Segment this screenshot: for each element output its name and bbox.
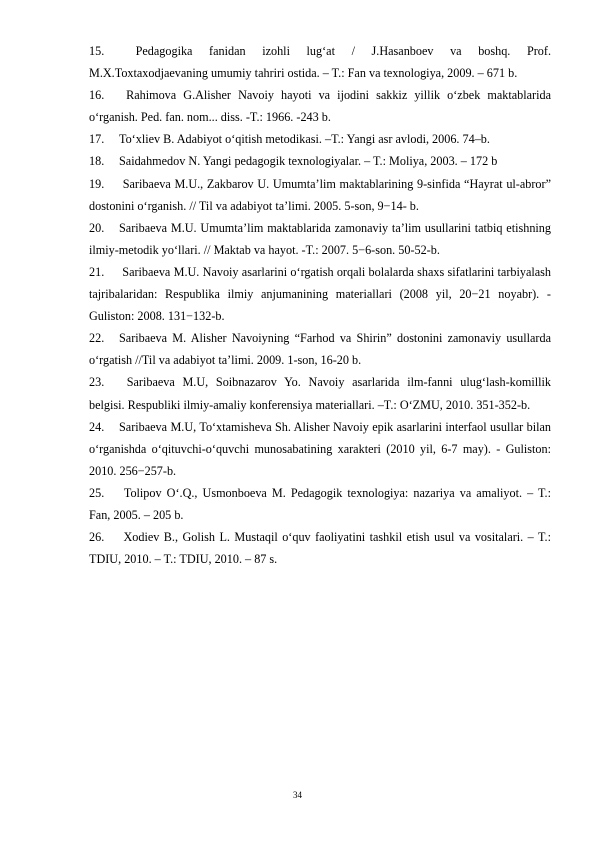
reference-text: Saribaeva M.U. Navoiy asarlarini o‘rgatish orqali bolalarda shaxs sifatlarini tarbiyalash tajribalaridan: Respublika ilmiy anjumanining materiallari (2008 yil, 20−21 noyabr). - Guliston: 2008. 131−132-b. <box>89 264 551 324</box>
reference-item <box>89 84 551 128</box>
reference-number: 22. <box>89 331 105 346</box>
reference-item <box>89 526 551 570</box>
reference-number: 19. <box>89 176 105 191</box>
reference-text: Saribaeva M.U. Umumta’lim maktablarida zamonaviy ta’lim usullarini tatbiq etishning ilmiy-metodik yo‘llari. // Maktab va hayot. -T.: 2007. 5−6-son. 50-52-b. <box>89 220 551 257</box>
reference-number: 18. <box>89 154 105 169</box>
reference-text: Saribaeva M.U, To‘xtamisheva Sh. Alisher Navoiy epik asarlarini interfaol usullar bilan o‘rganishda o‘qituvchi-o‘quvchi munosabatining xarakteri (2010 yil, 6-7 may). - Guliston: 2010. 256−257-b. <box>89 419 551 478</box>
reference-item <box>89 416 551 482</box>
reference-number: 23. <box>89 375 105 390</box>
reference-text: Saribaeva M.U, Soibnazarov Yo. Navoiy asarlarida ilm-fanni ulug‘lash-komillik belgisi. Respubliki ilmiy-amaliy konferensiya materiallari. –T.: O‘ZMU, 2010. 351-352-b. <box>89 375 551 412</box>
reference-item <box>89 371 551 415</box>
reference-text: Xodiev B., Golish L. Mustaqil o‘quv faoliyatini tashkil etish usul va vositalari. – T.: TDIU, 2010. – T.: TDIU, 2010. – 87 s. <box>89 530 551 567</box>
reference-text: Pedagogika fanidan izohli lug‘at / J.Hasanboev va boshq. Prof. M.X.Toxtaxodjaevaning umumiy tahriri ostida. – T.: Fan va texnologiya, 2009. – 671 b. <box>89 44 551 81</box>
reference-item <box>89 217 551 261</box>
reference-item <box>89 40 551 84</box>
references-list <box>89 40 551 570</box>
page-number: 34 <box>293 790 302 800</box>
reference-number: 21. <box>89 264 105 279</box>
reference-number: 25. <box>89 485 105 500</box>
reference-item <box>89 173 551 217</box>
reference-item <box>89 327 551 371</box>
reference-number: 16. <box>89 88 105 103</box>
reference-item <box>89 261 551 327</box>
reference-text: Saidahmedov N. Yangi pedagogik texnologiyalar. – T.: Moliya, 2003. – 172 b <box>119 154 498 169</box>
reference-text: Saribaeva M.U., Zakbarov U. Umumta’lim maktablarining 9-sinfida “Hayrat ul-abror” dostonini o‘rganish. // Til va adabiyot ta’limi. 2005. 5-son, 9−14- b. <box>89 176 551 213</box>
reference-number: 26. <box>89 530 105 545</box>
reference-text: Rahimova G.Alisher Navoiy hayoti va ijodini sakkiz yillik o‘zbek maktablarida o‘rganish. Ped. fan. nom... diss. -T.: 1966. -243 b. <box>89 88 551 125</box>
reference-number: 17. <box>89 132 105 147</box>
reference-number: 24. <box>89 419 105 434</box>
reference-text: To‘xliev B. Adabiyot o‘qitish metodikasi. –T.: Yangi asr avlodi, 2006. 74–b. <box>119 132 490 147</box>
reference-item <box>89 128 551 150</box>
reference-number: 15. <box>89 44 105 58</box>
reference-text: Saribaeva M. Alisher Navoiyning “Farhod va Shirin” dostonini zamonaviy usullarda o‘rgatish //Til va adabiyot ta’limi. 2009. 1-son, 16-20 b. <box>89 331 551 368</box>
reference-text: Tolipov O‘.Q., Usmonboeva M. Pedagogik texnologiya: nazariya va amaliyot. – T.: Fan, 2005. – 205 b. <box>89 485 551 522</box>
reference-item <box>89 482 551 526</box>
reference-number: 20. <box>89 220 105 235</box>
reference-item <box>89 150 551 172</box>
